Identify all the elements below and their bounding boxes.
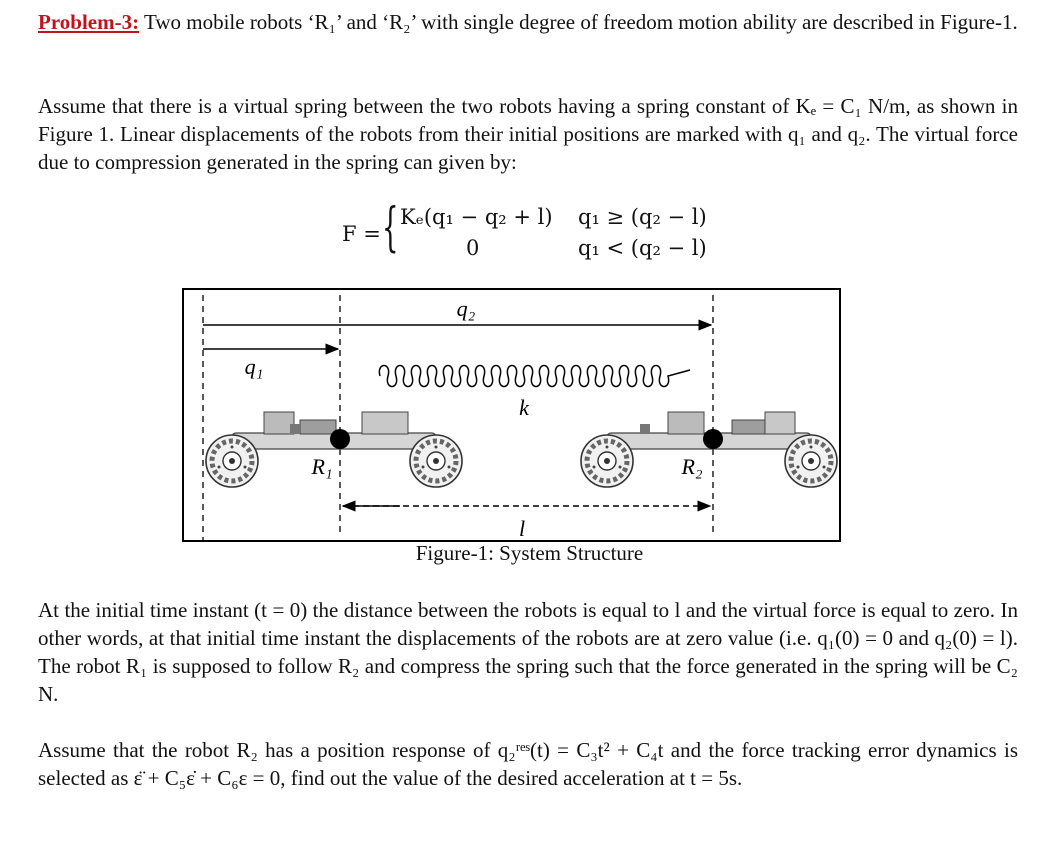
q1-label: q₁ [244, 354, 264, 379]
question-paragraph: Assume that the robot R₂ has a position response of q₂ʳᵉˢ(t) = C₃t² + C₄t and the force tracking error dynamics is selected as ε̈ + C₅ε̇ + C₆ε = 0, find out the value of the desired acceleration at t = 5s. [38, 738, 1018, 790]
spring-assumption-paragraph: Assume that there is a virtual spring between the two robots having a spring constant of Kₑ = C₁ N/m, as shown in Figure 1. Linear displacements of the robots from their initial positions are marked with q₁ and q₂. The virtual force due to compression generated in the spring can given by: [38, 94, 1018, 174]
problem-intro-text: Two mobile robots ‘R₁’ and ‘R₂’ with single degree of freedom motion ability are described in Figure-1. [139, 10, 1018, 34]
robot-r1 [206, 412, 462, 487]
virtual-spring [379, 366, 690, 387]
equation-brace: { [382, 198, 399, 258]
problem-label: Problem-3: [38, 10, 140, 34]
initial-conditions-paragraph: At the initial time instant (t = 0) the distance between the robots is equal to l and the virtual force is equal to zero. In other words, at that initial time instant the displacements of the robots are at zero value (i.e. q₁(0) = 0 and q₂(0) = l). The robot R₁ is supposed to follow R₂ and compress the spring such that the force generated in the spring will be C₂ N. [38, 598, 1018, 706]
q2-label: q₂ [456, 296, 476, 321]
r2-connection-point [703, 429, 723, 449]
r1-connection-point [330, 429, 350, 449]
l-label: l [518, 516, 526, 541]
figure-caption: Figure-1: System Structure [415, 541, 644, 565]
equation-case2-cond: q₁ < (q₂ − l) [578, 236, 707, 260]
equation-case2-expr: 0 [466, 236, 480, 260]
robot-r2 [581, 412, 837, 487]
equation-lhs: F = [342, 222, 381, 246]
r2-label: R₂ [681, 454, 703, 479]
spring-k-label: k [519, 395, 529, 420]
r1-label: R₁ [311, 454, 333, 479]
equation-case1-expr: Kₑ(q₁ − q₂ + l) [400, 205, 553, 229]
equation-case1-cond: q₁ ≥ (q₂ − l) [578, 205, 707, 229]
